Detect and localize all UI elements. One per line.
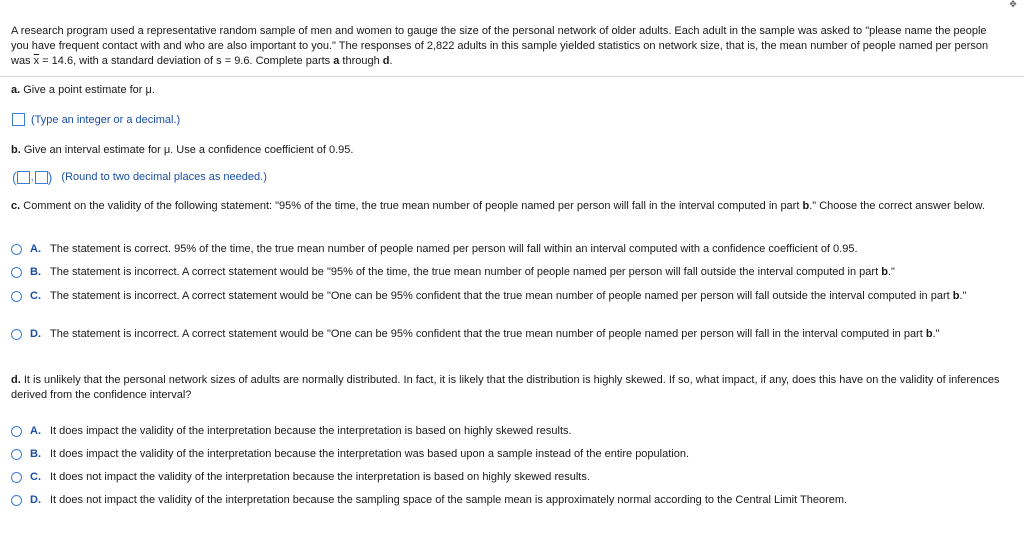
- radio-button[interactable]: [11, 291, 22, 302]
- radio-button[interactable]: [11, 426, 22, 437]
- option-text: It does impact the validity of the interpretation because the interpretation was based upon a sample instead of the entire population.: [50, 448, 690, 460]
- option-text: [50, 289, 1015, 304]
- option-text-end: .": [932, 328, 940, 340]
- part-d-option-d[interactable]: [11, 493, 1015, 508]
- radio-button[interactable]: [11, 495, 22, 506]
- intro-end: .: [389, 55, 393, 67]
- part-b-hint: (Round to two decimal places as needed.): [61, 171, 267, 183]
- option-text: It does impact the validity of the interpretation because the interpretation is based on highly skewed results.: [50, 425, 572, 437]
- radio-button[interactable]: [11, 329, 22, 340]
- part-c-option-c[interactable]: [11, 289, 1015, 304]
- option-text-bold: b: [881, 266, 888, 278]
- intro-text: A research program used a representative random sample of men and women to gauge the size of the personal network of older adults. Each adult in the sample was asked to "please name the people you have frequent contact with and who are also important to you." The responses of 2,822 adults in this sample yielded statistics on network size, that is, the mean number of people named per person was: [11, 25, 989, 67]
- option-letter: B.: [30, 448, 41, 460]
- intro-through: through: [339, 55, 383, 67]
- interval-upper-input[interactable]: [35, 171, 48, 184]
- option-text-end: .": [887, 266, 895, 278]
- part-c-prompt: [11, 199, 1001, 214]
- move-icon[interactable]: ✥: [1009, 0, 1017, 9]
- part-c-option-b[interactable]: [11, 265, 1015, 280]
- part-a-text: Give a point estimate for μ.: [20, 84, 155, 96]
- option-text-main: The statement is incorrect. A correct statement would be "One can be 95% confident that the true mean number of people named per person will fall in the interval computed in part: [50, 328, 926, 340]
- option-text-main: The statement is incorrect. A correct statement would be "95% of the time, the true mean number of people named per person will fall outside the interval computed in part: [50, 266, 882, 278]
- option-text: It does not impact the validity of the interpretation because the interpretation is based on highly skewed results.: [50, 471, 590, 483]
- part-a-hint: (Type an integer or a decimal.): [31, 113, 181, 126]
- intro-part-a: a: [333, 55, 340, 67]
- part-c-end: ." Choose the correct answer below.: [809, 200, 985, 212]
- interval-comma: ,: [30, 171, 34, 183]
- close-paren: ): [47, 169, 53, 185]
- point-estimate-input[interactable]: [12, 113, 25, 126]
- part-a-label: a.: [11, 84, 21, 96]
- interval-input-group: [12, 170, 52, 184]
- option-letter: A.: [30, 243, 41, 255]
- part-b-prompt: [11, 143, 1001, 158]
- part-d-option-a[interactable]: [11, 424, 1015, 439]
- radio-button[interactable]: [11, 244, 22, 255]
- option-text: [50, 327, 1015, 342]
- question-intro: [11, 24, 1006, 69]
- option-letter: A.: [30, 425, 41, 437]
- option-text: It does not impact the validity of the interpretation because the sampling space of the sample mean is approximately normal according to the Central Limit Theorem.: [50, 494, 848, 506]
- part-b-answer-row: [12, 170, 267, 184]
- radio-button[interactable]: [11, 267, 22, 278]
- option-letter: C.: [30, 471, 41, 483]
- part-d-option-c[interactable]: [11, 470, 1015, 485]
- option-text-bold: b: [925, 328, 933, 340]
- part-c-option-d[interactable]: [11, 327, 1015, 342]
- option-text-main: The statement is incorrect. A correct statement would be "One can be 95% confident that the true mean number of people named per person will fall outside the interval computed in part: [50, 290, 953, 302]
- part-c-text: Comment on the validity of the following statement: "95% of the time, the true mean number of people named per person will fall in the interval computed in part: [20, 200, 803, 212]
- part-c-label: c.: [11, 200, 21, 212]
- divider: [0, 76, 1024, 77]
- xbar-symbol: $\overline{x}$: [33, 55, 40, 67]
- option-letter: B.: [30, 266, 41, 278]
- part-b-text: Give an interval estimate for μ. Use a confidence coefficient of 0.95.: [20, 144, 354, 156]
- intro-part-d: d: [382, 55, 390, 67]
- option-text: [50, 265, 1015, 280]
- part-d-option-b[interactable]: [11, 447, 1015, 462]
- intro-stats: = 14.6, with a standard deviation of s = 9.6. Complete parts: [39, 55, 334, 67]
- option-letter: D.: [30, 494, 41, 506]
- part-a-answer-row: [12, 113, 180, 126]
- part-a-prompt: [11, 83, 1001, 98]
- option-text-end: .": [959, 290, 967, 302]
- part-d-label: d.: [11, 374, 21, 386]
- part-d-text: It is unlikely that the personal network sizes of adults are normally distributed. In fact, it is likely that the distribution is highly skewed. If so, what impact, if any, does this have on the validity of inferences derived from the confidence interval?: [11, 374, 1000, 401]
- part-b-label: b.: [11, 144, 21, 156]
- interval-lower-input[interactable]: [17, 171, 30, 184]
- option-letter: D.: [30, 328, 41, 340]
- option-text-bold: b: [952, 290, 960, 302]
- radio-button[interactable]: [11, 472, 22, 483]
- radio-button[interactable]: [11, 449, 22, 460]
- open-paren: (: [12, 169, 17, 185]
- part-c-bold: b: [802, 200, 810, 212]
- option-text: The statement is correct. 95% of the time, the true mean number of people named per person will fall within an interval computed with a confidence coefficient of 0.95.: [50, 243, 858, 255]
- option-letter: C.: [30, 290, 41, 302]
- part-d-prompt: [11, 373, 1001, 403]
- part-c-option-a[interactable]: [11, 242, 1015, 257]
